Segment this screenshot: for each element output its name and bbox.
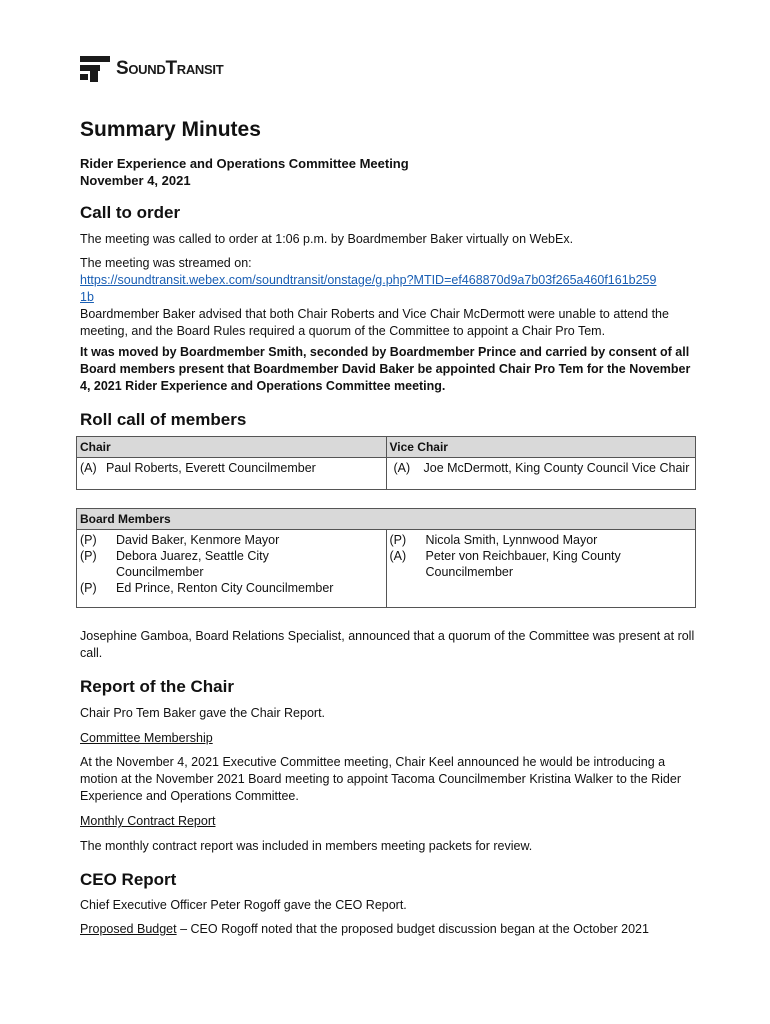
member-name: Nicola Smith, Lynnwood Mayor: [425, 533, 598, 547]
stream-link-line2: 1b: [80, 290, 94, 304]
member-row: [390, 548, 693, 580]
ceo-report-heading: CEO Report: [80, 870, 177, 889]
chair-cell: [77, 458, 387, 490]
board-members-header: Board Members: [77, 509, 696, 530]
member-status: (A): [389, 549, 407, 563]
motion-text: It was moved by Boardmember Smith, seconded by Boardmember Prince and carried by consent of all Board members present that Boardmember David Baker be appointed Chair Pro Tem for the November 4, 2021 Rider Experience and Operations Committee meeting.: [80, 345, 691, 393]
stream-link[interactable]: [80, 273, 656, 304]
ceo-report-text: Chief Executive Officer Peter Rogoff gave the CEO Report.: [80, 898, 407, 912]
roll-call-heading: Roll call of members: [80, 410, 247, 429]
member-status: (P): [389, 533, 407, 547]
member-row: [80, 548, 383, 580]
page-title: Summary Minutes: [80, 118, 261, 141]
monthly-contract-subheading: Monthly Contract Report: [80, 814, 216, 828]
committee-membership-subheading: Committee Membership: [80, 731, 213, 745]
stream-link-line1: https://soundtransit.webex.com/soundtransit/onstage/g.php?MTID=ef468870d9a7b03f265a460f161b259: [80, 273, 657, 287]
chair-name: Paul Roberts, Everett Councilmember: [106, 461, 316, 475]
member-status: (P): [80, 533, 97, 547]
board-members-table: [76, 508, 696, 608]
chair-report-text: Chair Pro Tem Baker gave the Chair Report.: [80, 706, 326, 720]
member-status: (P): [80, 581, 97, 595]
vice-chair-name: Joe McDermott, King County Council Vice Chair: [423, 461, 690, 475]
member-name: Peter von Reichbauer, King County Councilmember: [425, 549, 621, 579]
vice-chair-status: (A): [393, 461, 411, 475]
member-row: [390, 532, 693, 548]
logo-wordmark: SoundTransit: [116, 58, 224, 79]
stream-info: [80, 255, 695, 340]
proposed-budget-body: – CEO Rogoff noted that the proposed budget discussion began at the October 2021: [176, 922, 649, 936]
board-members-right: [386, 530, 696, 608]
proposed-budget-subheading: Proposed Budget: [80, 922, 177, 936]
chair-table: [76, 436, 696, 490]
chair-header: Chair: [77, 437, 387, 458]
member-name: Ed Prince, Renton City Councilmember: [116, 581, 334, 595]
sound-transit-logo: [80, 56, 223, 82]
quorum-announcement: Josephine Gamboa, Board Relations Specialist, announced that a quorum of the Committee was present at roll call.: [80, 629, 695, 660]
sound-transit-logo-icon: [80, 56, 112, 82]
meeting-date: November 4, 2021: [80, 173, 191, 188]
member-name: David Baker, Kenmore Mayor: [116, 533, 280, 547]
member-status: (P): [80, 549, 97, 563]
proposed-budget-text: [80, 921, 695, 938]
member-name: Debora Juarez, Seattle City Councilmember: [116, 549, 269, 579]
member-row: [80, 580, 383, 596]
vice-chair-header: Vice Chair: [386, 437, 696, 458]
chair-status: (A): [80, 461, 97, 475]
vice-chair-cell: [386, 458, 696, 490]
stream-label: The meeting was streamed on:: [80, 256, 252, 270]
committee-membership-text: At the November 4, 2021 Executive Committee meeting, Chair Keel announced he would be introducing a motion at the November 2021 Board meeting to appoint Tacoma Councilmember Kristina Walker to the Rider Experience and Operations Committee.: [80, 755, 681, 803]
member-row: [80, 532, 383, 548]
call-to-order-text: The meeting was called to order at 1:06 p.m. by Boardmember Baker virtually on WebEx.: [80, 232, 574, 246]
meeting-subtitle: [80, 155, 409, 189]
quorum-advisory: Boardmember Baker advised that both Chair Roberts and Vice Chair McDermott were unable to attend the meeting, and the Board Rules required a quorum of the Committee to appoint a Chair Pro Tem.: [80, 307, 669, 338]
call-to-order-heading: Call to order: [80, 203, 181, 222]
monthly-contract-text: The monthly contract report was included in members meeting packets for review.: [80, 839, 533, 853]
meeting-name: Rider Experience and Operations Committee Meeting: [80, 156, 409, 171]
board-members-left: [77, 530, 387, 608]
report-of-chair-heading: Report of the Chair: [80, 677, 234, 696]
